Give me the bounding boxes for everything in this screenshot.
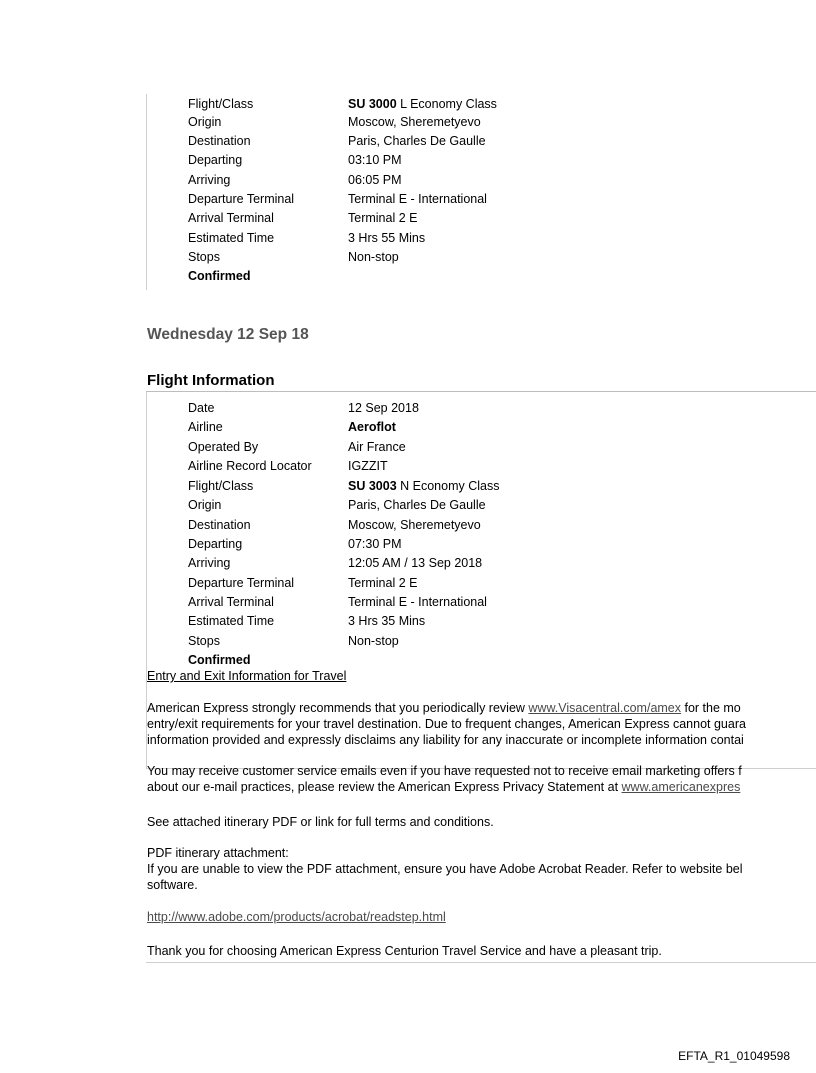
row-label: Destination bbox=[188, 134, 251, 148]
row-label: Estimated Time bbox=[188, 614, 275, 628]
row-label: Flight/Class bbox=[188, 479, 254, 493]
flight2-status: Confirmed bbox=[188, 653, 251, 667]
row-label: Stops bbox=[188, 250, 220, 264]
row-value bbox=[348, 95, 497, 113]
visa-text: for the mo bbox=[681, 701, 741, 715]
row-label: Estimated Time bbox=[188, 231, 275, 245]
row-label: Stops bbox=[188, 634, 220, 648]
row-label: Date bbox=[188, 401, 215, 415]
pdf-paragraph-line-3: software. bbox=[147, 878, 198, 892]
flight2-section-border bbox=[146, 392, 816, 684]
flight-information-title: Flight Information bbox=[147, 372, 275, 389]
row-label: Airline bbox=[188, 420, 223, 434]
row-value: Aeroflot bbox=[348, 420, 396, 434]
adobe-link-line bbox=[147, 910, 816, 925]
email-paragraph-line-2 bbox=[147, 780, 816, 795]
visacentral-link[interactable]: www.Visacentral.com/amex bbox=[528, 701, 682, 715]
row-label: Origin bbox=[188, 498, 222, 512]
flight-number: SU 3003 bbox=[348, 479, 397, 493]
row-label: Arriving bbox=[188, 556, 231, 570]
row-value: Non-stop bbox=[348, 634, 399, 648]
flight-number: SU 3000 bbox=[348, 97, 397, 111]
row-value: IGZZIT bbox=[348, 459, 388, 473]
row-label: Destination bbox=[188, 518, 251, 532]
row-label: Origin bbox=[188, 115, 222, 129]
row-label: Arrival Terminal bbox=[188, 595, 274, 609]
email-text: about our e-mail practices, please review the American Express Privacy Statement at bbox=[147, 780, 622, 794]
row-value: Terminal E - International bbox=[348, 595, 487, 609]
visa-paragraph-line-1 bbox=[147, 701, 816, 716]
row-label: Departure Terminal bbox=[188, 192, 295, 206]
row-label: Operated By bbox=[188, 440, 259, 454]
row-label: Flight/Class bbox=[188, 97, 254, 111]
section-divider bbox=[146, 962, 816, 963]
row-value: Air France bbox=[348, 440, 406, 454]
row-value: Non-stop bbox=[348, 250, 399, 264]
pdf-paragraph-line-2: If you are unable to view the PDF attachment, ensure you have Adobe Acrobat Reader. Refer to website bel bbox=[147, 862, 743, 876]
row-value: 12:05 AM / 13 Sep 2018 bbox=[348, 556, 483, 570]
row-value: Terminal 2 E bbox=[348, 576, 418, 590]
row-value: 3 Hrs 55 Mins bbox=[348, 231, 426, 245]
flight-class: N Economy Class bbox=[396, 479, 500, 493]
thank-you-text: Thank you for choosing American Express Centurion Travel Service and have a pleasant trip. bbox=[147, 944, 662, 958]
row-value: 07:30 PM bbox=[348, 537, 402, 551]
row-value: Paris, Charles De Gaulle bbox=[348, 498, 486, 512]
adobe-reader-link[interactable]: http://www.adobe.com/products/acrobat/readstep.html bbox=[147, 910, 446, 924]
row-value bbox=[348, 477, 499, 495]
row-value: 3 Hrs 35 Mins bbox=[348, 614, 426, 628]
terms-paragraph: See attached itinerary PDF or link for full terms and conditions. bbox=[147, 815, 494, 829]
visa-paragraph-line-2: entry/exit requirements for your travel destination. Due to frequent changes, American Express cannot guara bbox=[147, 717, 746, 731]
flight-class: L Economy Class bbox=[396, 97, 497, 111]
row-value: 03:10 PM bbox=[348, 153, 402, 167]
row-value: 06:05 PM bbox=[348, 173, 402, 187]
row-label: Departing bbox=[188, 537, 243, 551]
row-label: Arriving bbox=[188, 173, 231, 187]
flight-information-header bbox=[146, 371, 816, 392]
entry-exit-info-link[interactable]: Entry and Exit Information for Travel bbox=[147, 669, 347, 683]
row-value: Moscow, Sheremetyevo bbox=[348, 518, 481, 532]
visa-text: American Express strongly recommends that you periodically review bbox=[147, 701, 529, 715]
day-heading: Wednesday 12 Sep 18 bbox=[147, 326, 309, 343]
email-paragraph-line-1: You may receive customer service emails even if you have requested not to receive email marketing offers f bbox=[147, 764, 742, 778]
row-value: Terminal 2 E bbox=[348, 211, 418, 225]
row-label: Departure Terminal bbox=[188, 576, 295, 590]
row-label: Departing bbox=[188, 153, 243, 167]
flight1-status: Confirmed bbox=[188, 269, 251, 283]
row-value: Terminal E - International bbox=[348, 192, 487, 206]
visa-paragraph-line-3: information provided and expressly disclaims any liability for any inaccurate or incomplete information contai bbox=[147, 733, 744, 747]
row-value: Moscow, Sheremetyevo bbox=[348, 115, 481, 129]
row-label: Airline Record Locator bbox=[188, 459, 312, 473]
pdf-paragraph-line-1: PDF itinerary attachment: bbox=[147, 846, 289, 860]
row-label: Arrival Terminal bbox=[188, 211, 274, 225]
document-id: EFTA_R1_01049598 bbox=[678, 1049, 790, 1063]
row-value: Paris, Charles De Gaulle bbox=[348, 134, 486, 148]
privacy-statement-link[interactable]: www.americanexpres bbox=[621, 780, 741, 794]
row-value: 12 Sep 2018 bbox=[348, 401, 419, 415]
